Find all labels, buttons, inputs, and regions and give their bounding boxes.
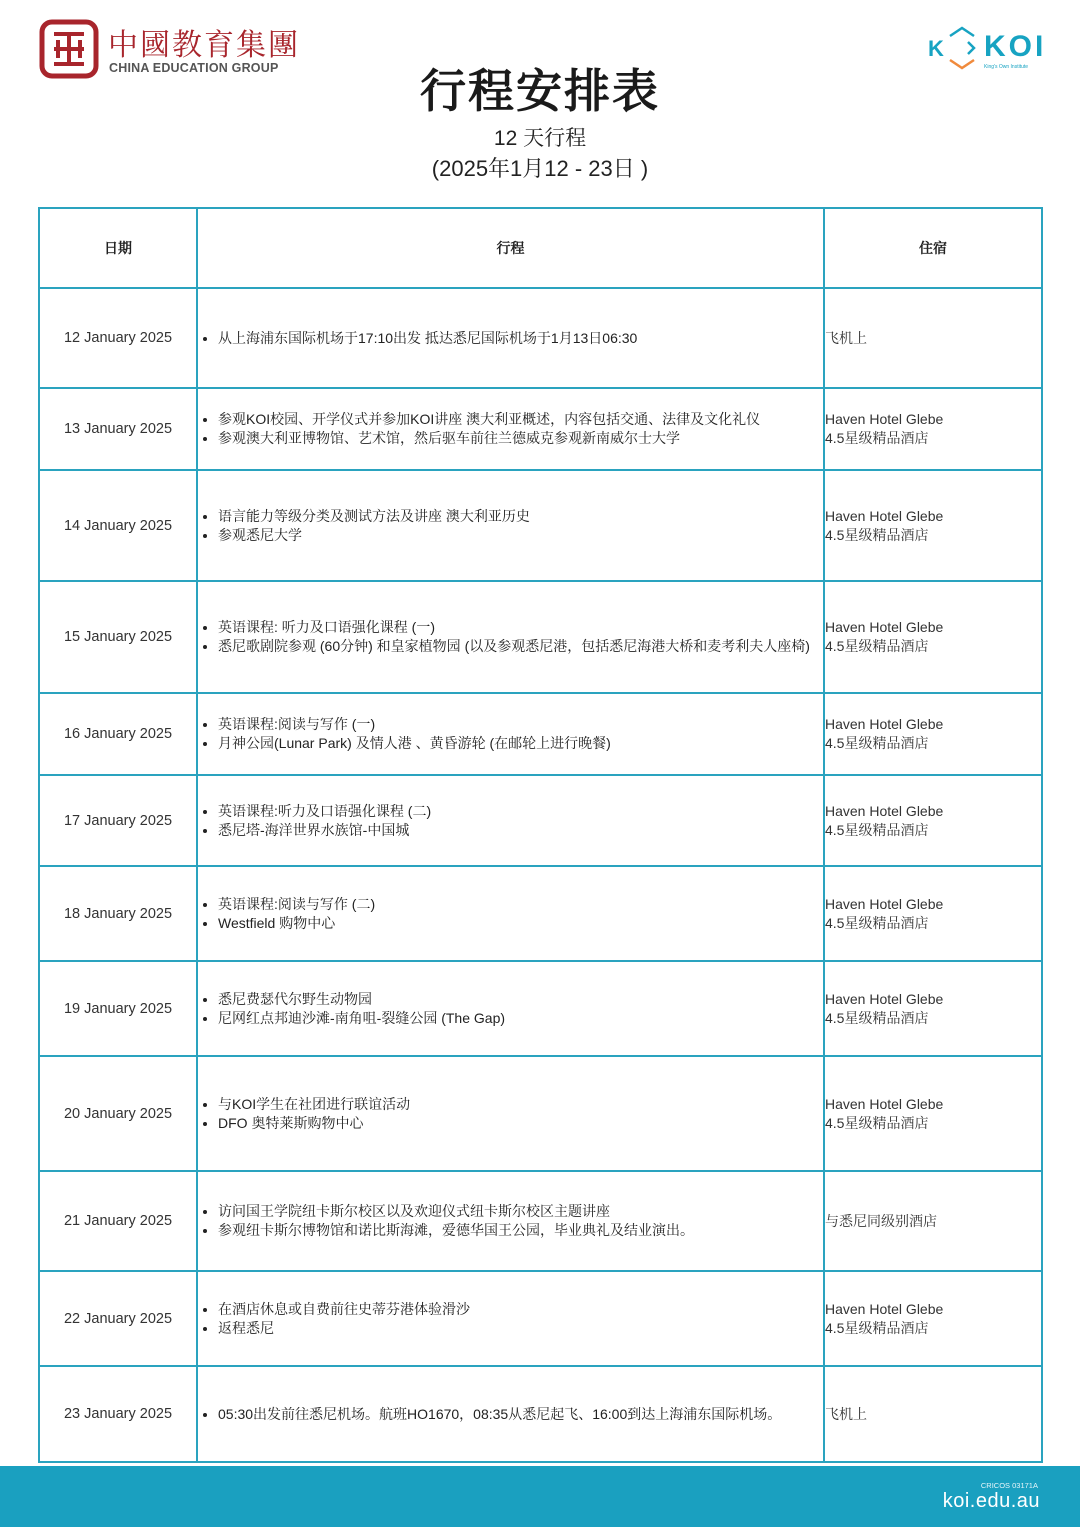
accommodation-cell [824, 388, 1042, 470]
itinerary-item: • 在酒店休息或自费前往史蒂芬港体验滑沙 [218, 1300, 823, 1319]
itinerary-cell [197, 961, 824, 1056]
accommodation-cell [824, 1056, 1042, 1171]
itinerary-cell [197, 388, 824, 470]
itinerary-list [198, 802, 823, 840]
accommodation-line: 与悉尼同级别酒店 [825, 1212, 937, 1229]
itinerary-item: • 悉尼塔-海洋世界水族馆-中国城 [218, 821, 823, 840]
table-row [39, 1366, 1042, 1462]
itinerary-cell [197, 1171, 824, 1271]
itinerary-item: • 访问国王学院纽卡斯尔校区以及欢迎仪式纽卡斯尔校区主题讲座 [218, 1202, 823, 1221]
accommodation-line: 4.5星级精品酒店 [825, 1319, 929, 1336]
itinerary-list [198, 329, 823, 348]
date-cell: 21 January 2025 [39, 1171, 197, 1271]
website-text: koi.edu.au [942, 1490, 1040, 1512]
date-cell: 22 January 2025 [39, 1271, 197, 1366]
itinerary-item: • 参观澳大利亚博物馆、艺术馆，然后驱车前往兰德威克参观新南威尔士大学 [218, 429, 823, 448]
accommodation-line: Haven Hotel Glebe [825, 895, 944, 912]
subtitle-dates: (2025年1月12 - 23日 ) [431, 156, 649, 181]
date-cell: 15 January 2025 [39, 581, 197, 693]
table-row [39, 775, 1042, 866]
accommodation-line: 4.5星级精品酒店 [825, 914, 929, 931]
date-cell: 23 January 2025 [39, 1366, 197, 1462]
accommodation-line: 4.5星级精品酒店 [825, 735, 929, 751]
accommodation-cell [824, 1171, 1042, 1271]
itinerary-list [198, 990, 823, 1028]
itinerary-cell [197, 693, 824, 775]
table-row [39, 1271, 1042, 1366]
itinerary-cell [197, 775, 824, 866]
accommodation-line: 4.5星级精品酒店 [825, 638, 929, 654]
accommodation-line: Haven Hotel Glebe [825, 619, 944, 635]
itinerary-list [198, 895, 823, 933]
itinerary-list [198, 1300, 823, 1338]
itinerary-item: • 从上海浦东国际机场于17:10出发 抵达悉尼国际机场于1月13日06:30 [218, 329, 823, 348]
subtitle-days: 12 天行程 [493, 127, 587, 150]
itinerary-cell [197, 1366, 824, 1462]
itinerary-item: • 英语课程:听力及口语强化课程 (二) [218, 802, 823, 821]
accommodation-cell [824, 693, 1042, 775]
table-row [39, 1056, 1042, 1171]
itinerary-cell [197, 581, 824, 693]
table-row [39, 693, 1042, 775]
itinerary-item: • 05:30出发前往悉尼机场。航班HO1670，08:35从悉尼起飞、16:00到达上海浦东国际机场。 [218, 1405, 823, 1424]
itinerary-item: • 与KOI学生在社团进行联谊活动 [218, 1095, 823, 1114]
accommodation-line: 飞机上 [825, 329, 867, 346]
table-row [39, 1171, 1042, 1271]
date-cell: 16 January 2025 [39, 693, 197, 775]
itinerary-item: • 英语课程:阅读与写作 (二) [218, 895, 823, 914]
itinerary-item: • Westfield 购物中心 [218, 914, 823, 933]
koi-logo-text: KOI [984, 30, 1047, 63]
cricos-code: CRICOS 03171A [980, 1481, 1038, 1490]
accommodation-cell [824, 775, 1042, 866]
itinerary-cell [197, 470, 824, 581]
koi-tagline: King's Own Institute [984, 64, 1029, 70]
itinerary-list [198, 410, 823, 448]
itinerary-item: • 尼网红点邦迪沙滩-南角咀-裂缝公园 (The Gap) [218, 1009, 823, 1028]
itinerary-item: • 语言能力等级分类及测试方法及讲座 澳大利亚历史 [218, 507, 823, 526]
itinerary-item: • 返程悉尼 [218, 1319, 823, 1338]
accommodation-cell [824, 470, 1042, 581]
accommodation-cell [824, 866, 1042, 961]
accommodation-line: Haven Hotel Glebe [825, 1095, 944, 1112]
accommodation-cell [824, 288, 1042, 388]
date-cell: 14 January 2025 [39, 470, 197, 581]
itinerary-item: • 参观悉尼大学 [218, 526, 823, 545]
column-header-itinerary: 行程 [197, 208, 824, 288]
itinerary-item: • DFO 奥特莱斯购物中心 [218, 1114, 823, 1133]
table-row [39, 388, 1042, 470]
accommodation-line: Haven Hotel Glebe [825, 990, 944, 1007]
itinerary-item: • 悉尼歌剧院参观 (60分钟) 和皇家植物园 (以及参观悉尼港，包括悉尼海港大桥和麦考利夫人座椅) [218, 637, 823, 656]
accommodation-cell [824, 961, 1042, 1056]
koi-logo-k: K [928, 36, 944, 61]
date-cell: 18 January 2025 [39, 866, 197, 961]
footer-bar [0, 1466, 1080, 1527]
accommodation-cell [824, 1366, 1042, 1462]
logo-chinese-text: 中國教育集團 [108, 28, 300, 63]
itinerary-cell [197, 1056, 824, 1171]
itinerary-cell [197, 1271, 824, 1366]
itinerary-cell [197, 288, 824, 388]
itinerary-item: • 月神公园(Lunar Park) 及情人港 、黄昏游轮 (在邮轮上进行晚餐) [218, 734, 823, 753]
accommodation-line: 4.5星级精品酒店 [825, 821, 929, 838]
accommodation-line: 飞机上 [825, 1405, 867, 1422]
table-body [39, 288, 1042, 1462]
itinerary-item: • 英语课程:阅读与写作 (一) [218, 715, 823, 734]
table-row [39, 866, 1042, 961]
date-cell: 20 January 2025 [39, 1056, 197, 1171]
itinerary-item: • 参观纽卡斯尔博物馆和诺比斯海滩，爱德华国王公园，毕业典礼及结业演出。 [218, 1221, 823, 1240]
accommodation-line: Haven Hotel Glebe [825, 507, 944, 524]
date-cell: 17 January 2025 [39, 775, 197, 866]
itinerary-list [198, 1405, 823, 1424]
itinerary-list [198, 1095, 823, 1133]
logo-english-text: CHINA EDUCATION GROUP [109, 61, 279, 75]
column-header-date: 日期 [39, 208, 197, 288]
column-header-accommodation: 住宿 [824, 208, 1042, 288]
table-row [39, 961, 1042, 1056]
accommodation-line: 4.5星级精品酒店 [825, 430, 929, 446]
accommodation-line: Haven Hotel Glebe [825, 802, 944, 819]
accommodation-line: Haven Hotel Glebe [825, 716, 944, 732]
date-cell: 13 January 2025 [39, 388, 197, 470]
accommodation-line: Haven Hotel Glebe [825, 1300, 944, 1317]
date-cell: 19 January 2025 [39, 961, 197, 1056]
table-row [39, 581, 1042, 693]
table-row [39, 288, 1042, 388]
accommodation-cell [824, 581, 1042, 693]
itinerary-item: • 参观KOI校园、开学仪式并参加KOI讲座 澳大利亚概述，内容包括交通、法律及文化礼仪 [218, 410, 823, 429]
accommodation-line: 4.5星级精品酒店 [825, 1114, 929, 1131]
page-title: 行程安排表 [420, 65, 660, 117]
accommodation-line: 4.5星级精品酒店 [825, 1009, 929, 1026]
accommodation-cell [824, 1271, 1042, 1366]
itinerary-list [198, 1202, 823, 1240]
accommodation-line: Haven Hotel Glebe [825, 411, 944, 427]
itinerary-table [38, 207, 1043, 1463]
table-header-row [39, 208, 1042, 288]
itinerary-list [198, 715, 823, 753]
itinerary-cell [197, 866, 824, 961]
itinerary-list [198, 618, 823, 656]
table-row [39, 470, 1042, 581]
itinerary-item: • 悉尼费瑟代尔野生动物园 [218, 990, 823, 1009]
itinerary-list [198, 507, 823, 545]
date-cell: 12 January 2025 [39, 288, 197, 388]
itinerary-item: • 英语课程: 听力及口语强化课程 (一) [218, 618, 823, 637]
accommodation-line: 4.5星级精品酒店 [825, 526, 929, 543]
